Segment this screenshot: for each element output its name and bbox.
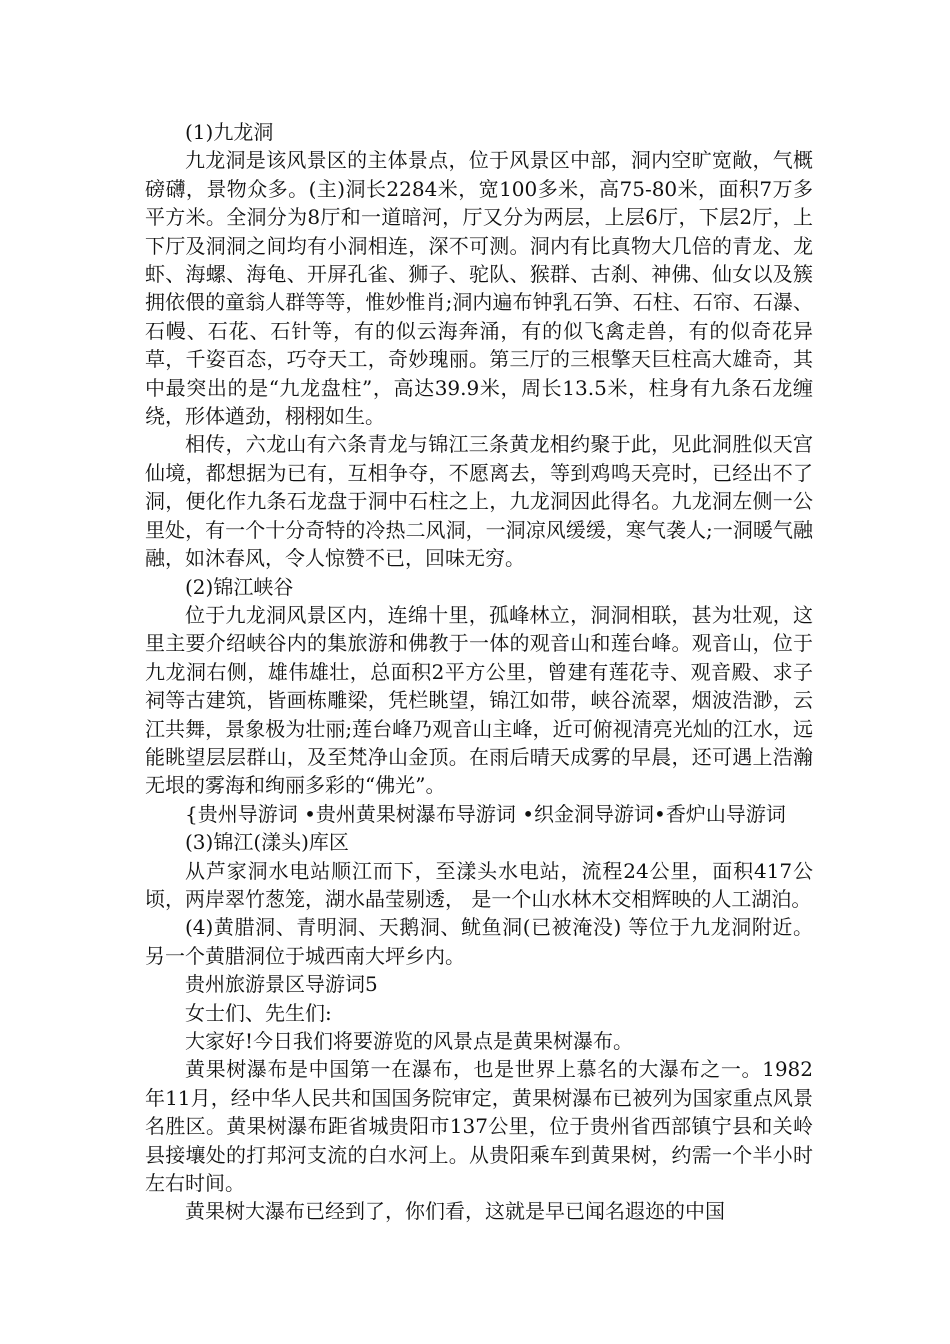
paragraph-jinjiang-gorge-description: 位于九龙洞风景区内，连绵十里，孤峰林立，洞洞相联，甚为壮观，这里主要介绍峡谷内的集旅游和佛教于一体的观音山和莲台峰。观音山，位于九龙洞右侧，雄伟雄壮，总面积2平方公里，曾建有莲花寺、观音殿、求子祠等古建筑，皆画栋雕梁，凭栏眺望，锦江如带，峡谷流翠，烟波浩渺，云江共舞，景象极为壮丽;莲台峰乃观音山主峰，近可俯视清亮光灿的江水，远能眺望层层群山，及至梵净山金顶。在雨后晴天成雾的早晨，还可遇上浩瀚无垠的雾海和绚丽多彩的“佛光”。 [145,602,813,798]
heading-jinjiang-reservoir: (3)锦江(漾头)库区 [185,830,349,855]
paragraph-huangguoshu-arrival: 黄果树大瀑布已经到了，你们看，这就是早已闻名遐迩的中国 [185,1199,725,1224]
section-title-guide-5: 贵州旅游景区导游词5 [185,972,378,997]
paragraph-jinjiang-reservoir-description: 从芦家洞水电站顺江而下，至漾头水电站，流程24公里，面积417公顷，两岸翠竹葱笼，湖水晶莹剔透， 是一个山水林木交相辉映的人工湖泊。 [145,858,813,911]
welcome-line: 大家好!今日我们将要游览的风景点是黄果树瀑布。 [185,1029,634,1053]
document-body [145,118,813,1226]
paragraph-other-caves: (4)黄腊洞、青明洞、天鹅洞、鱿鱼洞(已被淹没) 等位于九龙洞附近。另一个黄腊洞位于城西南大坪乡内。 [145,915,813,968]
greeting-line: 女士们、先生们: [185,1000,332,1025]
heading-jinjiang-gorge: (2)锦江峡谷 [185,574,294,599]
heading-jiulong-cave: (1)九龙洞 [185,120,274,144]
paragraph-huangguoshu-intro: 黄果树瀑布是中国第一在瀑布，也是世界上慕名的大瀑布之一。1982年11月，经中华人民共和国国务院审定，黄果树瀑布已被列为国家重点风景名胜区。黄果树瀑布距省城贵阳市137公里，位于贵州省西部镇宁县和关岭县接壤处的打邦河支流的白水河上。从贵阳乘车到黄果树，约需一个半小时左右时间。 [145,1057,813,1196]
paragraph-jiulong-cave-legend: 相传，六龙山有六条青龙与锦江三条黄龙相约聚于此，见此洞胜似天宫仙境，都想据为已有，互相争夺，不愿离去，等到鸡鸣天亮时，已经出不了洞，便化作九条石龙盘于洞中石柱之上，九龙洞因此得名。九龙洞左侧一公里处，有一个十分奇特的冷热二风洞，一洞凉风缓缓，寒气袭人;一洞暖气融融，如沐春风，令人惊赞不已，回味无穷。 [145,432,813,571]
related-links-line: {贵州导游词 •贵州黄果树瀑布导游词 •织金洞导游词•香炉山导游词 [185,801,786,826]
paragraph-jiulong-cave-description: 九龙洞是该风景区的主体景点，位于风景区中部，洞内空旷宽敞，气概磅礴，景物众多。(主)洞长2284米，宽100多米，高75-80米，面积7万多平方米。全洞分为8厅和一道暗河，厅又分为两层，上层6厅，下层2厅，上下厅及洞洞之间均有小洞相连，深不可测。洞内有比真物大几倍的青龙、龙虾、海螺、海龟、开屏孔雀、狮子、驼队、猴群、古刹、神佛、仙女以及簇拥依偎的童翁人群等等，惟妙惟肖;洞内遍布钟乳石笋、石柱、石帘、石瀑、石幔、石花、石针等，有的似云海奔涌，有的似飞禽走兽，有的似奇花异草，千姿百态，巧夺天工，奇妙瑰丽。第三厅的三根擎天巨柱高大雄奇，其中最突出的是“九龙盘柱”，高达39.9米，周长13.5米，柱身有九条石龙缠绕，形体遒劲，栩栩如生。 [145,148,813,429]
